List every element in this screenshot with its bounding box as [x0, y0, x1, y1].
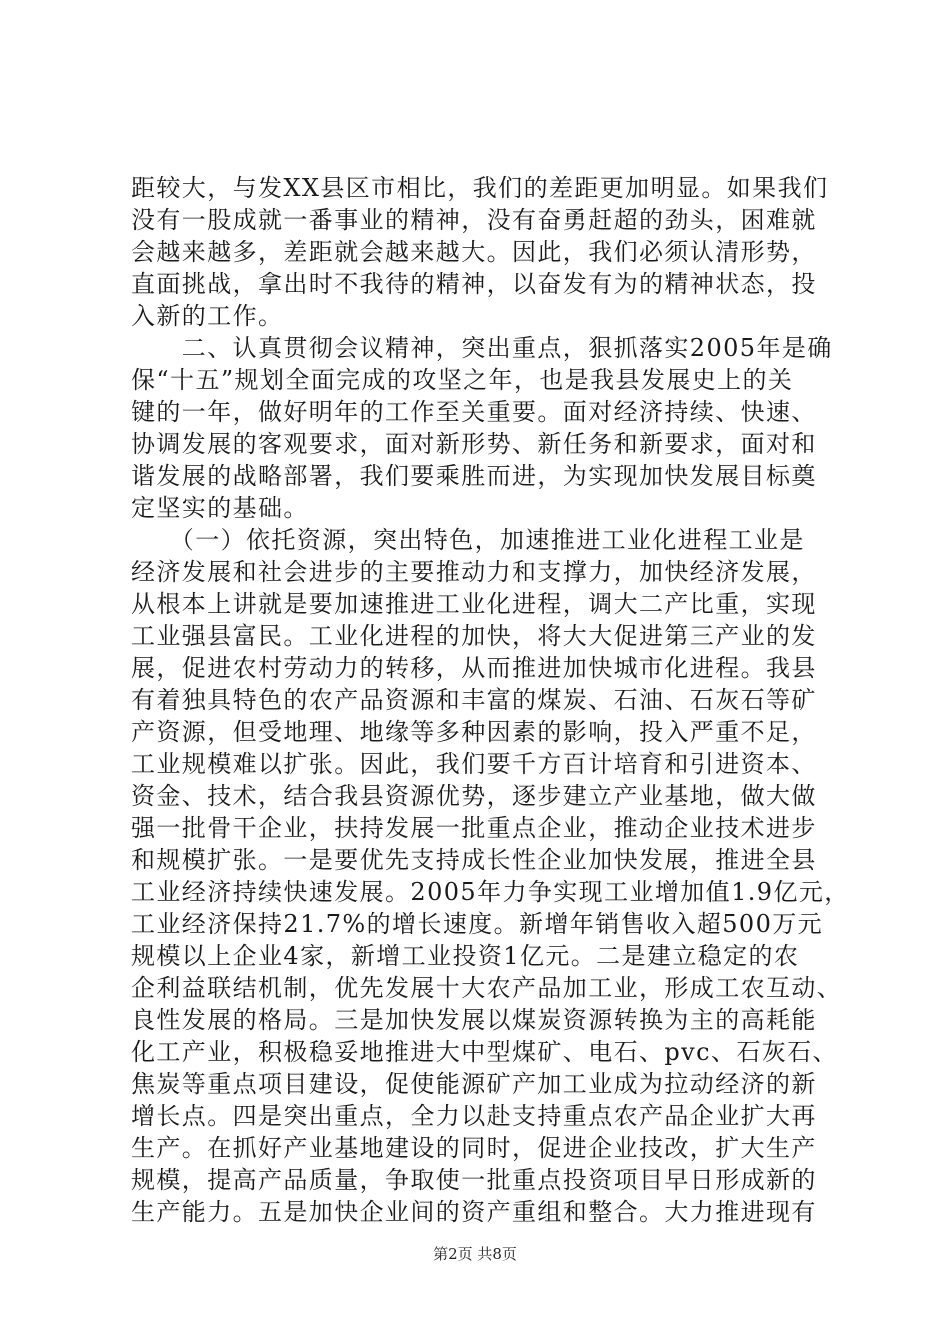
- body-text: [131, 172, 850, 1228]
- text-line: 资金、技术，结合我县资源优势，逐步建立产业基地，做大做: [131, 782, 817, 810]
- text-line: 经济发展和社会进步的主要推动力和支撑力，加快经济发展，: [131, 558, 817, 586]
- text-line: 键的一年，做好明年的工作至关重要。面对经济持续、快速、: [131, 398, 817, 426]
- text-line: 企利益联结机制，优先发展十大农产品加工业，形成工农互动、: [131, 974, 843, 1002]
- text-line: 工业规模难以扩张。因此，我们要千方百计培育和引进资本、: [131, 750, 817, 778]
- text-line: 良性发展的格局。三是加快发展以煤炭资源转换为主的高耗能: [131, 1006, 817, 1034]
- text-line: 生产。在抓好产业基地建设的同时，促进企业技改，扩大生产: [131, 1134, 817, 1162]
- text-line: 定坚实的基础。: [131, 494, 309, 522]
- text-line: 保“十五”规划全面完成的攻坚之年，也是我县发展史上的关: [131, 366, 794, 394]
- text-line: 会越来越多，差距就会越来越大。因此，我们必须认清形势，: [131, 238, 817, 266]
- text-line: 生产能力。五是加快企业间的资产重组和整合。大力推进现有: [131, 1198, 817, 1226]
- text-line: 强一批骨干企业，扶持发展一批重点企业，推动企业技术进步: [131, 814, 817, 842]
- text-line: 焦炭等重点项目建设，促使能源矿产加工业成为拉动经济的新: [131, 1070, 817, 1098]
- text-line: 产资源，但受地理、地缘等多种因素的影响，投入严重不足，: [131, 718, 817, 746]
- text-line: 和规模扩张。一是要优先支持成长性企业加快发展，推进全县: [131, 846, 817, 874]
- text-line: 规模以上企业4家，新增工业投资1亿元。二是建立稳定的农: [131, 942, 800, 970]
- text-line: 展，促进农村劳动力的转移，从而推进加快城市化进程。我县: [131, 654, 817, 682]
- text-line: 工业经济保持21.7%的增长速度。新增年销售收入超500万元: [131, 910, 824, 938]
- text-line: 直面挑战，拿出时不我待的精神，以奋发有为的精神状态，投: [131, 270, 817, 298]
- page-number-footer: 第2页 共8页: [433, 1245, 517, 1263]
- text-line: 谐发展的战略部署，我们要乘胜而进，为实现加快发展目标奠: [131, 462, 817, 490]
- text-line: 二、认真贯彻会议精神，突出重点，狠抓落实2005年是确: [131, 334, 833, 362]
- text-line: 没有一股成就一番事业的精神，没有奋勇赶超的劲头，困难就: [131, 206, 817, 234]
- text-line: 工业强县富民。工业化进程的加快，将大大促进第三产业的发: [131, 622, 817, 650]
- text-line: 有着独具特色的农产品资源和丰富的煤炭、石油、石灰石等矿: [131, 686, 817, 714]
- text-line: 工业经济持续快速发展。2005年力争实现工业增加值1.9亿元，: [131, 878, 850, 906]
- text-line: 入新的工作。: [131, 302, 284, 330]
- text-line: 增长点。四是突出重点，全力以赴支持重点农产品企业扩大再: [131, 1102, 817, 1130]
- text-line: 化工产业，积极稳妥地推进大中型煤矿、电石、pvc、石灰石、: [131, 1038, 838, 1066]
- text-line: 距较大，与发XX县区市相比，我们的差距更加明显。如果我们: [131, 174, 829, 202]
- text-line: 从根本上讲就是要加速推进工业化进程，调大二产比重，实现: [131, 590, 817, 618]
- text-line: 规模，提高产品质量，争取使一批重点投资项目早日形成新的: [131, 1166, 817, 1194]
- text-line: 协调发展的客观要求，面对新形势、新任务和新要求，面对和: [131, 430, 817, 458]
- text-line: （一）依托资源，突出特色，加速推进工业化进程工业是: [131, 526, 805, 554]
